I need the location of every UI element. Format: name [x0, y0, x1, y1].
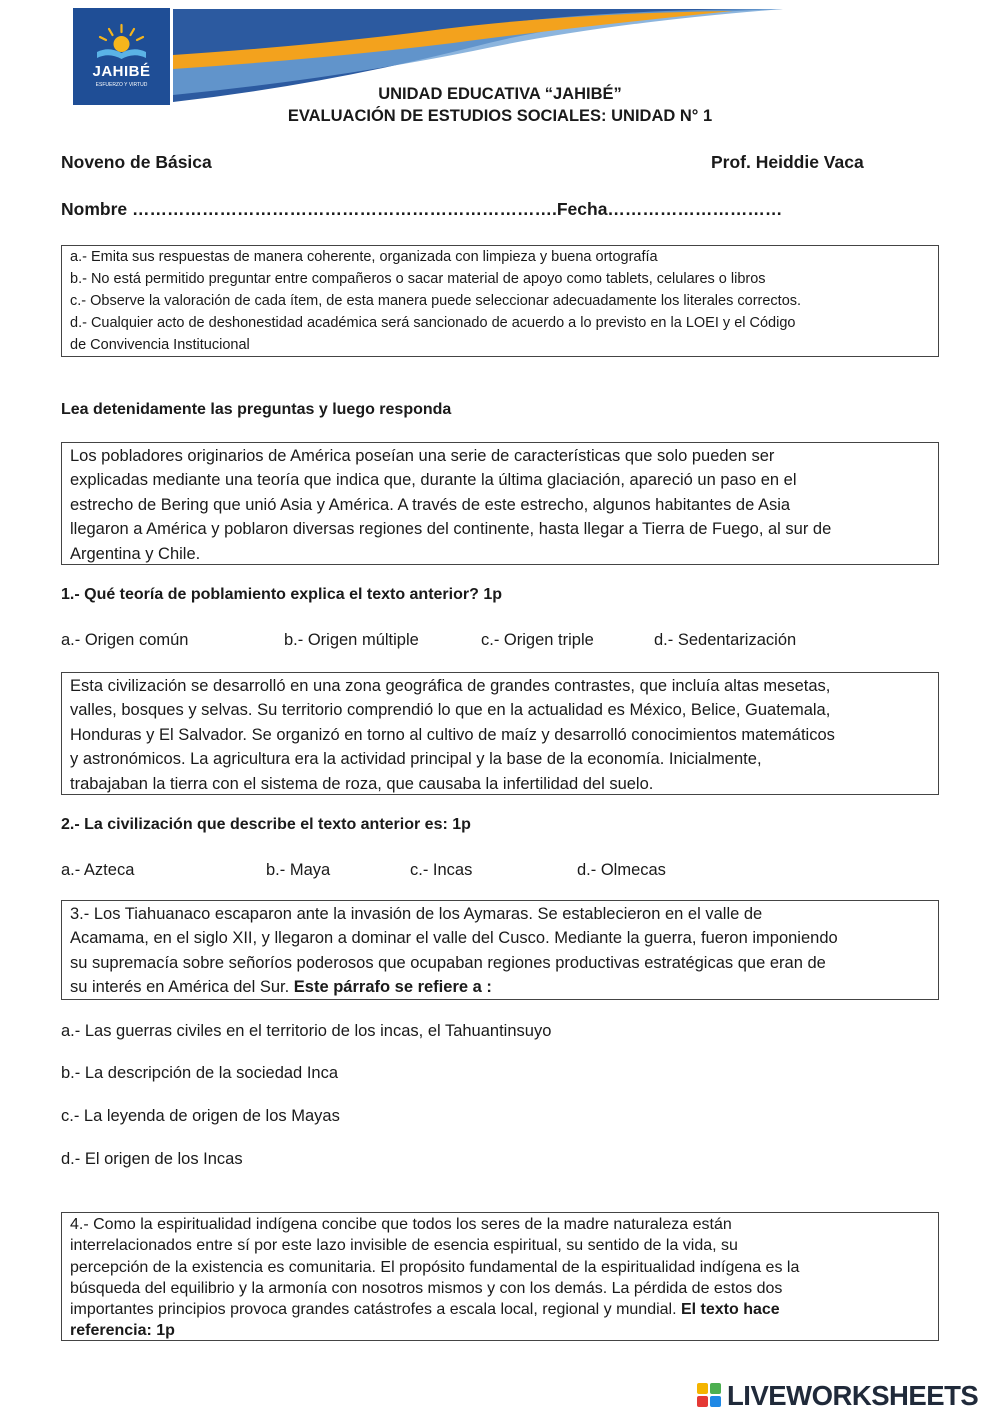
passage-1-line: llegaron a América y poblaron diversas regiones del continente, hasta llegar a Tierra de Fuego, al sur de — [70, 520, 832, 539]
rule-d-cont: de Convivencia Institucional — [70, 337, 250, 353]
passage-4-line: 4.- Como la espiritualidad indígena concibe que todos los seres de la madre naturaleza están — [70, 1216, 732, 1233]
exam-title: EVALUACIÓN DE ESTUDIOS SOCIALES: UNIDAD N° 1 — [287, 107, 713, 125]
liveworksheets-icon — [697, 1383, 721, 1407]
passage-1 — [61, 442, 939, 565]
passage-2-line: trabajaban la tierra con el sistema de roza, que causaba la infertilidad del suelo. — [70, 774, 654, 793]
passage-4-line5: importantes principios provoca grandes catástrofes a escala local, regional y mundial. — [70, 1301, 681, 1319]
q2-option-b[interactable]: b.- Maya — [266, 861, 331, 879]
question-2: 2.- La civilización que describe el texto anterior es: 1p — [61, 816, 471, 833]
teacher-label: Prof. Heiddie Vaca — [711, 152, 864, 172]
passage-3-line: Acamama, en el siglo XII, y llegaron a dominar el valle del Cusco. Mediante la guerra, fueron imponiendo — [70, 929, 838, 948]
q1-option-c[interactable]: c.- Origen triple — [481, 631, 594, 649]
logo-tagline: ESFUERZO Y VIRTUD — [95, 82, 148, 88]
watermark-text: LIVEWORKSHEETS — [727, 1380, 979, 1411]
passage-2-line: Honduras y El Salvador. Se organizó en torno al cultivo de maíz y desarrolló conocimientos matemáticos — [70, 725, 835, 744]
rules-box — [61, 245, 939, 357]
passage-2-line: y astronómicos. La agricultura era la actividad principal y la base de la economía. Inicialmente, — [70, 750, 762, 769]
passage-4 — [61, 1212, 939, 1341]
passage-1-line: estrecho de Bering que unió Asia y América. A través de este estrecho, algunos habitantes de Asia — [70, 495, 791, 514]
passage-1-line: explicadas mediante una teoría que indica que, durante la última glaciación, apareció un paso en el — [70, 471, 797, 490]
passage-2 — [61, 672, 939, 795]
passage-3-line: su supremacía sobre señoríos poderosos que ocupaban regiones productivas estratégicas que eran de — [70, 953, 826, 972]
q2-option-a[interactable]: a.- Azteca — [61, 861, 135, 879]
instruction: Lea detenidamente las preguntas y luego responda — [61, 401, 452, 418]
passage-3-line: 3.- Los Tiahuanaco escaparon ante la invasión de los Aymaras. Se establecieron en el valle de — [70, 905, 763, 923]
q1-option-a[interactable]: a.- Origen común — [61, 631, 189, 649]
question-3: Este párrafo se refiere a : — [293, 978, 492, 997]
passage-1-line: Argentina y Chile. — [70, 544, 201, 563]
rising-sun-book-icon — [93, 22, 150, 62]
passage-4-line — [70, 1299, 930, 1320]
rule-d: d.- Cualquier acto de deshonestidad académica será sancionado de acuerdo a lo previsto en la LOEI y el Código — [70, 315, 796, 331]
school-title: UNIDAD EDUCATIVA “JAHIBÉ” — [378, 85, 622, 103]
rule-a: a.- Emita sus respuestas de manera coherente, organizada con limpieza y buena ortografía — [70, 249, 658, 265]
grade-label: Noveno de Básica — [61, 152, 212, 172]
passage-3-line — [70, 975, 930, 999]
passage-4-line: interrelacionados entre sí por este lazo invisible de esencia espiritual, su sentido de la vida, su — [70, 1237, 738, 1255]
rule-b: b.- No está permitido preguntar entre compañeros o sacar material de apoyo como tablets, celulares o libros — [70, 271, 766, 287]
passage-3-last: su interés en América del Sur. — [70, 978, 294, 997]
q2-option-d[interactable]: d.- Olmecas — [577, 861, 666, 879]
rule-c: c.- Observe la valoración de cada ítem, de esta manera puede seleccionar adecuadamente los literales correctos. — [70, 293, 802, 309]
question-4: El texto hace — [680, 1301, 780, 1319]
q2-option-c[interactable]: c.- Incas — [410, 861, 473, 879]
q1-option-d[interactable]: d.- Sedentarización — [654, 631, 797, 649]
passage-4-line: percepción de la existencia es comunitaria. El propósito fundamental de la espiritualidad indígena es la — [70, 1258, 800, 1276]
question-4-cont: referencia: 1p — [70, 1322, 175, 1340]
passage-1-line: Los pobladores originarios de América poseían una serie de características que solo pueden ser — [70, 447, 775, 465]
q3-option-a[interactable]: a.- Las guerras civiles en el territorio de los incas, el Tahuantinsuyo — [61, 1022, 552, 1040]
passage-4-line: búsqueda del equilibrio y la armonía con nosotros mismos y con los demás. La pérdida de estos dos — [70, 1279, 783, 1297]
logo-name: JAHIBÉ — [92, 63, 151, 80]
passage-2-line: Esta civilización se desarrolló en una zona geográfica de grandes contrastes, que incluía altas mesetas, — [70, 677, 831, 695]
name-date-line: Nombre ……………………………………………………………….Fecha………………………… — [61, 199, 783, 219]
question-1: 1.- Qué teoría de poblamiento explica el texto anterior? 1p — [61, 586, 502, 603]
passage-2-line: valles, bosques y selvas. Su territorio comprendió lo que en la actualidad es México, Belice, Guatemala, — [70, 701, 831, 720]
q3-option-d[interactable]: d.- El origen de los Incas — [61, 1150, 243, 1168]
q1-option-b[interactable]: b.- Origen múltiple — [284, 631, 419, 649]
passage-3 — [61, 900, 939, 1000]
q3-option-c[interactable]: c.- La leyenda de origen de los Mayas — [61, 1107, 340, 1125]
q3-option-b[interactable]: b.- La descripción de la sociedad Inca — [61, 1064, 339, 1082]
